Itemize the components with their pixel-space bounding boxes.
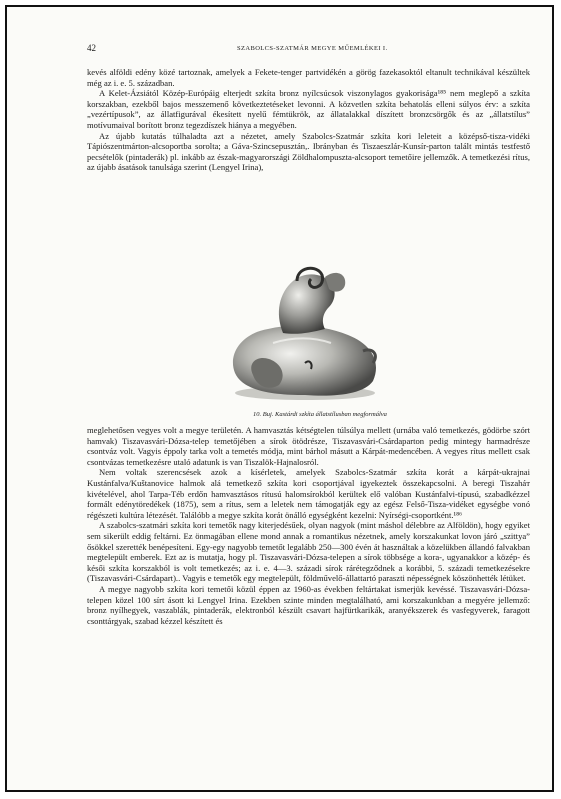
page-sheet	[5, 5, 554, 792]
paragraph: kevés alföldi edény közé tartoznak, amelyek a Fekete-tenger partvidékén a görög fazekasoktól eltanult technikával készültek még az i. e. 5. században.	[87, 67, 530, 88]
figure-caption-text: Buj. Kastárdi szkíta állatstílusban megformálva	[262, 411, 387, 418]
figure-photo	[213, 263, 389, 403]
running-title: SZABOLCS-SZATMÁR MEGYE MŰEMLÉKEI I.	[237, 45, 388, 52]
figure-caption-number: 10.	[253, 411, 262, 418]
paragraph: meglehetősen vegyes volt a megye területén. A hamvasztás kétségtelen túlsúlya mellett (urnába való temetkezés, gödörbe szórt hamvak) Tiszavasvári-Dózsa-telep temetőjében a sírok ötödrésze, Tiszavasvári-Csárdaparton pedig mintegy harmadrésze csontváz volt. Vagyis éppoly tarka volt a temetés módja, mint bárhol másutt a Kárpát-medencében. A vegyes rítus mellett csak csontvázas temetkezésre utaló adatunk is van Tiszalök-Hajnalosról.	[87, 425, 530, 467]
paragraph: A szabolcs-szatmári szkíta kori temetők nagy kiterjedésűek, olyan nagyok (mint máshol délebbre az Alföldön), hogy egyiket sem sikerült eddig feltárni. Ez önmagában ellene mond annak a romantikus nézetnek, amely korszakunkat lovon járó „szittya” ősökkel szerették benépesíteni. Egy-egy nagyobb temetőt legalább 250—300 évén át használtak a közelükben állandó falvakban megtelepült emberek. Ezt az is mutatja, hogy pl. Tiszavasvári-Dózsa-telepen a sírok többsége a kora-, ugyanakkor a közép- és késői szkíta korszakból is volt temetkezés; az i. e. 4—3. századi sírok rárétegződnek a korábbi, 5. századi temetkezésekre (Tiszavasvári-Csárdapart).. Vagyis e temetők egy megtelepült, földművelő-állattartó paraszti népességnek köszönhették létüket.	[87, 520, 530, 584]
paragraph: Nem voltak szerencsések azok a kísérletek, amelyek Szabolcs-Szatmár szkíta korát a kárpát-ukrajnai Kustánfalva/Kuštanovice halmok alá temetkező szkíta kori csoportjával igyekeztek összekapcsolni. A beregi Tiszaháт kivételével, ahol Tarpa-Téb erdőn hamvasztásos rítusú halomsírokból kerültek elő valóban Kustánfalvi-típusú, szabadkézzel formált edénytöredékek (1875), sem a rítus, sem a leletek nem támogatják egy az egész Felső-Tisza-vidéket egységbe vonó régészeti kultúra létezését. Találóbb a megye szkíta korát önálló egységként kezelni: Nyírségi-csoportként.¹⁸⁶	[87, 467, 530, 520]
figure-caption	[253, 411, 387, 418]
page-header	[87, 43, 507, 57]
paragraph: A Kelet-Ázsiától Közép-Európáig elterjedt szkíta bronz nyílcsúcsok viszonylagos gyakorisága¹⁸⁵ nem meglepő a szkíta korszakban, ezekből bajos messzemenő következtetéseket levonni. A közvetlen szkíta behatolás elleni súlyos érv: a szkíta „vezértípusok”, az állatfigurával ékesített nyelű fémtükrök, az állatalakkal díszített bronzcsörgők és az „állatstílus” motívumaival borított bronz tegezdíszek hiánya a megyében.	[87, 88, 530, 130]
lower-text-block	[87, 425, 530, 626]
animal-figurine-image	[213, 263, 389, 403]
paragraph: Az újabb kutatás túlhaladta azt a nézetet, amely Szabolcs-Szatmár szkíta kori leleteit a középső-tisza-vidéki Tápiószentmárton-alcsoportba sorolta; a Gáva-Szincsepusztán,. Ibrányban és Tiszaeszlár-Kunsír-parton talált mintás testfestő pecsételők (pintaderák) pl. inkább az észak-magyarországi Zöldhalompuszta-alcsoport temetőire jellemzők. A temetkezési rítus, az újabb ásatások tanulsága szerint (Lengyel Irina),	[87, 130, 530, 173]
upper-text-block	[87, 67, 530, 173]
page-number: 42	[87, 43, 96, 53]
paragraph: A megye nagyobb szkíta kori temetői közül éppen az 1960-as években feltártakat ismerjük kevéssé. Tiszavasvári-Dózsa-telepen közel 100 sírt ásott ki Lengyel Irina. Ezekben szinte minden megtalálható, ami korszakunkban a megyére jellemző: bronz nyílhegyek, vaszablák, pintaderák, elektronból készült csavart hajfürtkarikák, aranyékszerek és vasfegyverek, faragott csonttárgyak, szabad kézzel készített és	[87, 583, 530, 626]
